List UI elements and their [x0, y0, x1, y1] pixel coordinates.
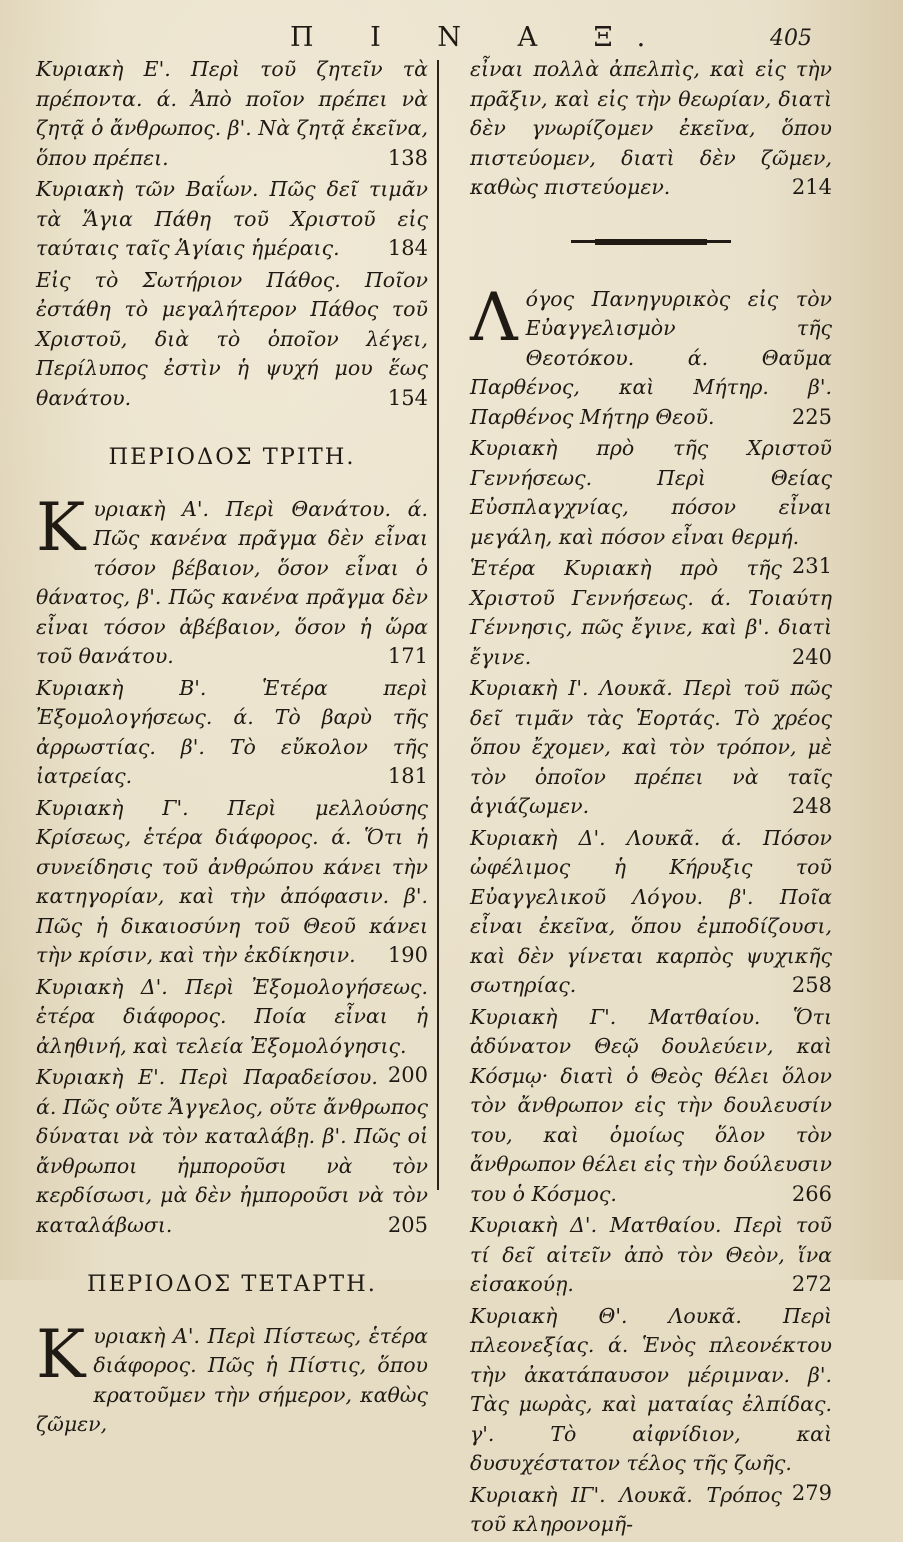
index-entry [36, 674, 428, 792]
index-entry-continuation [470, 55, 832, 203]
section-heading: ΠΕΡΙΟΔΟΣ ΤΕΤΑΡΤΗ. [87, 1271, 377, 1297]
index-entry [36, 973, 428, 1087]
column-divider [437, 60, 439, 1190]
entry-text: Κυριακὴ Ε'. Περὶ Παραδείσου. ά. Πῶς οὔτε Ἄγγελος, οὔτε ἄνθρωπος δύναται νὰ τὸν καταλάβῃ. β'. Πῶς οἱ ἄνθρωποι ἠμποροῦσι νὰ τὸν κερδίσωσι, μὰ δὲν ἠμποροῦσι νὰ τὸν καταλάβωσι. [36, 1065, 428, 1237]
entry-text: Κυριακὴ Γ'. Περὶ μελλούσης Κρίσεως, ἑτέρα διάφορος. ά. Ὅτι ἡ συνείδησις τοῦ ἀνθρώπου κάνει τὴν κατηγορίαν, καὶ τὴν ἀπόφασιν. β'. Πῶς ἡ δικαιοσύνη τοῦ Θεοῦ κάνει τὴν κρίσιν, καὶ τὴν ἐκδίκησιν. [36, 795, 428, 967]
entry-page-number: 258 [791, 973, 832, 997]
entry-text: υριακὴ Α'. Περὶ Θανάτου. ά. Πῶς κανένα πρᾶγμα δὲν εἶναι τόσον βέβαιον, ὅσον εἶναι ὁ θάνατος, β'. Πῶς κανένα πρᾶγμα δὲν εἶναι τόσον ἀβέβαιον, ὅσον ἡ ὥρα τοῦ θανάτου. [36, 496, 428, 668]
entry-text: Κυριακὴ Γ'. Ματθαίου. Ὅτι ἀδύνατον Θεῷ δουλεύειν, καὶ Κόσμῳ· διατὶ ὁ Θεὸς θέλει ὅλον τὸν ἄνθρωπον εἰς τὴν δουλευσίν του, καὶ ὁμοίως ὅλον τὸν ἄνθρωπον θέλει εἰς τὴν δούλευσιν του ὁ Κόσμος. [470, 1004, 832, 1206]
drop-cap: Κ [36, 1315, 86, 1393]
index-entry [470, 674, 832, 822]
entry-text: Κυριακὴ Ε'. Περὶ τοῦ ζητεῖν τὰ πρέποντα. ά. Ἀπὸ ποῖον πρέπει νὰ ζητᾷ ὁ ἄνθρωπος. β'. Νὰ ζητᾷ ἐκεῖνα, ὅπου πρέπει. [36, 57, 428, 170]
entry-page-number: 154 [387, 385, 428, 410]
index-entry [470, 1003, 832, 1210]
ornamental-rule [571, 239, 731, 245]
index-entry [470, 434, 832, 578]
index-entry [36, 1063, 428, 1240]
entry-text: Κυριακὴ Δ'. Λουκᾶ. ά. Πόσον ὠφέλιμος ἡ Κήρυξις τοῦ Εὐαγγελικοῦ Λόγου. β'. Ποῖα εἶναι ἐκεῖνα, ὅπου ἐμποδίζουσι, καὶ δὲν γίνεται καρπὸς ψυχικῆς σωτηρίας. [470, 825, 832, 997]
index-entry [36, 794, 428, 971]
entry-page-number: 266 [791, 1181, 832, 1206]
index-entry [36, 488, 428, 672]
entry-page-number: 279 [791, 1480, 832, 1505]
page-number: 405 [770, 26, 812, 51]
index-entry [470, 554, 832, 672]
entry-text: Κυριακὴ τῶν Βαΐων. Πῶς δεῖ τιμᾶν τὰ Ἅγια Πάθη τοῦ Χριστοῦ εἰς ταύταις ταῖς Ἁγίαις ἡμέραις. [36, 177, 428, 260]
entry-text: Κυριακὴ Δ'. Ματθαίου. Περὶ τοῦ τί δεῖ αἰτεῖν ἀπὸ τὸν Θεὸν, ἵνα εἰσακούῃ. [470, 1213, 832, 1296]
entry-text: όγος Πανηγυρικὸς εἰς τὸν Εὐαγγελισμὸν τῆς Θεοτόκου. ά. Θαῦμα Παρθένος, καὶ Μήτηρ. β'. Παρθένος Μήτηρ Θεοῦ. [470, 286, 832, 429]
entry-page-number: 248 [791, 794, 832, 818]
entry-text: Κυριακὴ Δ'. Περὶ Ἐξομολογήσεως. ἑτέρα διάφορος. Ποία εἶναι ἡ ἀληθινή, καὶ τελεία Ἐξομολόγησις. [36, 974, 428, 1058]
index-entry [470, 1481, 832, 1540]
index-entry [36, 175, 428, 264]
page-header [0, 22, 903, 58]
entry-text: Κυριακὴ Θ'. Λουκᾶ. Περὶ πλεονεξίας. ά. Ἑνὸς πλεονέκτου τὴν ἀκατάπαυσον μέριμναν. β'. Τὰς μωρὰς, καὶ ματαίας ἐλπίδας. γ'. Τὸ αἰφνίδιον, καὶ δυσυχέστατον τέλος τῆς ζωῆς. [470, 1303, 832, 1475]
entry-text: Κυριακὴ Β'. Ἑτέρα περὶ Ἐξομολογήσεως. ά. Τὸ βαρὺ τῆς ἀρρωστίας. β'. Τὸ εὔκολον τῆς ἰατρείας. [36, 675, 428, 788]
entry-page-number: 272 [791, 1272, 832, 1296]
index-entry [36, 55, 428, 173]
entry-text: Εἰς τὸ Σωτήριον Πάθος. Ποῖον ἐστάθη τὸ μεγαλήτερον Πάθος τοῦ Χριστοῦ, διὰ τὸ ὁποῖον λέγει, Περίλυπος ἐστὶν ἡ ψυχή μου ἕως θανάτου. [36, 267, 428, 410]
right-column [470, 55, 832, 1542]
drop-cap: Λ [470, 278, 518, 356]
index-entry [36, 1315, 428, 1440]
running-title: Π Ι Ν Α Ξ. [290, 22, 670, 53]
entry-page-number: 231 [791, 554, 832, 578]
entry-page-number: 214 [791, 175, 832, 199]
entry-page-number: 171 [387, 644, 428, 668]
entry-text: Κυριακὴ πρὸ τῆς Χριστοῦ Γεννήσεως. Περὶ Θείας Εὐσπλαγχνίας, πόσον εἶναι μεγάλη, καὶ πόσον εἶναι θερμή. [470, 436, 832, 549]
entry-page-number: 138 [387, 145, 428, 170]
index-entry [470, 1211, 832, 1300]
entry-page-number: 205 [387, 1212, 428, 1237]
index-entry [470, 824, 832, 1001]
drop-cap: Κ [36, 488, 86, 566]
entry-text: Κυριακὴ Ι'. Λουκᾶ. Περὶ τοῦ πῶς δεῖ τιμᾶν τὰς Ἑορτάς. Τὸ χρέος ὅπου ἔχομεν, καὶ τὸν τρόπον, μὲ τὸν ὁποῖον πρέπει νὰ ταῖς ἁγιάζωμεν. [470, 676, 832, 818]
entry-page-number: 181 [387, 764, 428, 788]
entry-page-number: 200 [387, 1063, 428, 1087]
entry-text: Ἑτέρα Κυριακὴ πρὸ τῆς Χριστοῦ Γεννήσεως. ά. Τοιαύτη Γέννησις, πῶς ἔγινε, καὶ β'. διατὶ ἔγινε. [470, 556, 832, 669]
index-entry [36, 266, 428, 414]
entry-page-number: 240 [791, 644, 832, 669]
section-heading: ΠΕΡΙΟΔΟΣ ΤΡΙΤΗ. [108, 444, 356, 470]
entry-page-number: 190 [387, 943, 428, 967]
index-entry [470, 1302, 832, 1505]
index-entry [470, 278, 832, 433]
entry-text: υριακὴ Α'. Περὶ Πίστεως, ἑτέρα διάφορος. Πῶς ἡ Πίστις, ὅπου κρατοῦμεν τὴν σήμερον, καθὼς ζῶμεν, [36, 1323, 428, 1436]
entry-page-number: 225 [791, 404, 832, 429]
entry-text: εἶναι πολλὰ ἀπελπὶς, καὶ εἰς τὴν πρᾶξιν, καὶ εἰς τὴν θεωρίαν, διατὶ δὲν γνωρίζομεν ἐκεῖνα, ὅπου πιστεύομεν, διατὶ δὲν ζῶμεν, καθὼς πιστεύομεν. [470, 57, 832, 199]
left-column [36, 55, 428, 1442]
entry-text: Κυριακὴ ΙΓ'. Λουκᾶ. Τρόπος τοῦ κληρονομῆ- [470, 1482, 782, 1536]
entry-page-number: 184 [387, 236, 428, 260]
